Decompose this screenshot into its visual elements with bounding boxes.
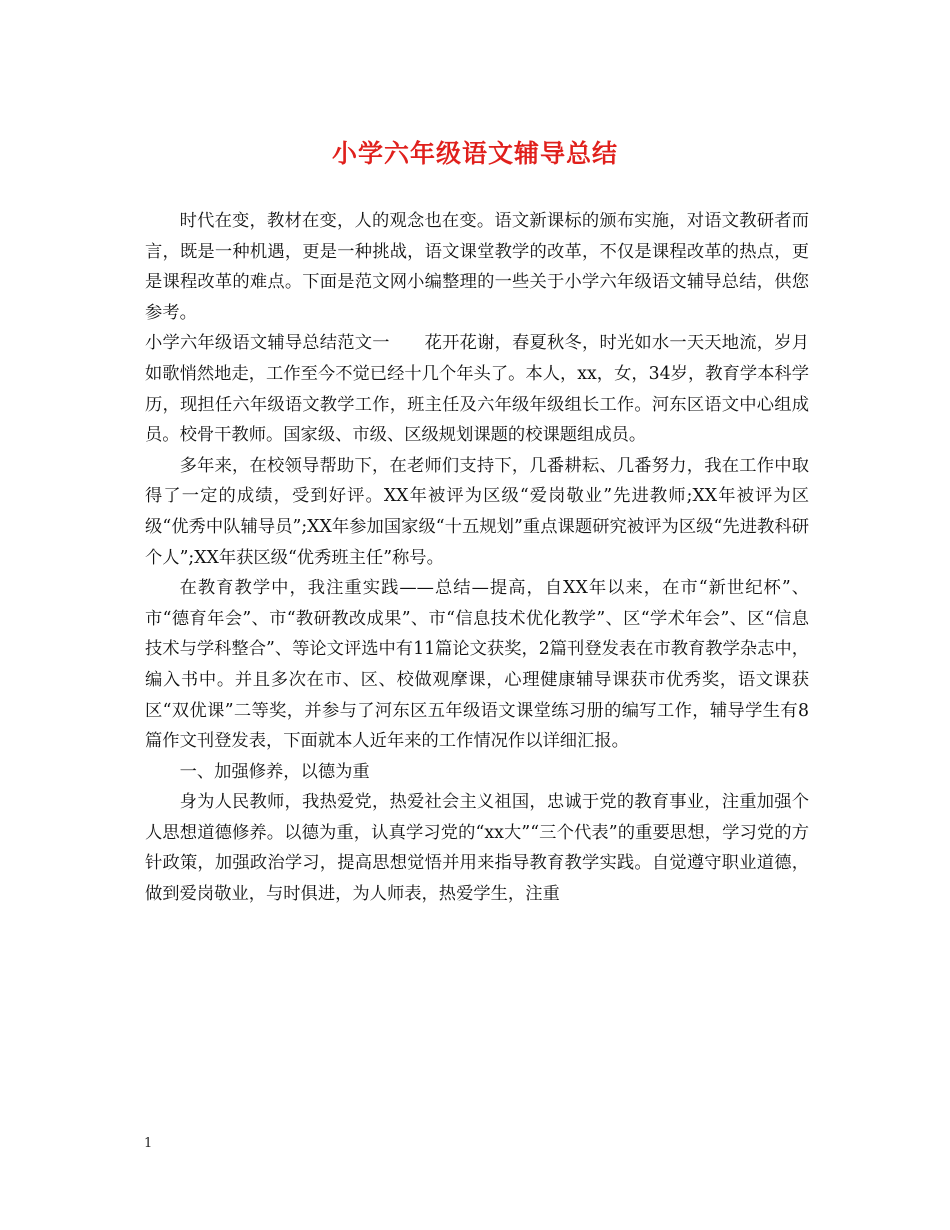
section-heading-one: 一、加强修养，以德为重 — [179, 761, 370, 782]
paragraph-intro: 时代在变，教材在变，人的观念也在变。语文新课标的颁布实施，对语文教研者而言，既是一种机遇，更是一种挑战，语文课堂教学的改革，不仅是课程改革的热点，更是课程改革的难点。下面是范文网小编整理的一些关于小学六年级语文辅导总结，供您参考。 — [145, 211, 809, 323]
page-number: 1 — [144, 1136, 153, 1151]
paragraph-moral-cultivation: 身为人民教师，我热爱党，热爱社会主义祖国，忠诚于党的教育事业，注重加强个人思想道德修养。以德为重，认真学习党的“xx大”“三个代表”的重要思想，学习党的方针政策，加强政治学习，提高思想觉悟并用来指导教育教学实践。自觉遵守职业道德，做到爱岗敬业，与时俱进，为人师表，热爱学生，注重 — [145, 792, 809, 905]
paragraph-achievements: 多年来，在校领导帮助下，在老师们支持下，几番耕耘、几番努力，我在工作中取得了一定的成绩，受到好评。XX年被评为区级“爱岗敬业”先进教师;XX年被评为区级“优秀中队辅导员”;XX年参加国家级“十五规划”重点课题研究被评为区级“先进教科研个人”;XX年获区级“优秀班主任”称号。 — [145, 455, 809, 568]
document-body — [145, 206, 809, 910]
page-title: 小学六年级语文辅导总结 — [331, 139, 618, 168]
paragraph-sample-one: 小学六年级语文辅导总结范文一 花开花谢，春夏秋冬，时光如水一天天地流，岁月如歌悄然地走，工作至今不觉已经十几个年头了。本人，xx，女，34岁，教育学本科学历，现担任六年级语文教学工作，班主任及六年级年级组长工作。河东区语文中心组成员。校骨干教师。国家级、市级、区级规划课题的校课题组成员。 — [145, 333, 809, 446]
paragraph-teaching-practice: 在教育教学中，我注重实践——总结—提高，自XX年以来，在市“新世纪杯”、市“德育年会”、市“教研教改成果”、市“信息技术优化教学”、区“学术年会”、区“信息技术与学科整合”、等论文评选中有11篇论文获奖，2篇刊登发表在市教育教学杂志中，编入书中。并且多次在市、区、校做观摩课，心理健康辅导课获市优秀奖，语文课获区“双优课”二等奖，并参与了河东区五年级语文课堂练习册的编写工作，辅导学生有8篇作文刊登发表，下面就本人近年来的工作情况作以详细汇报。 — [145, 578, 809, 752]
